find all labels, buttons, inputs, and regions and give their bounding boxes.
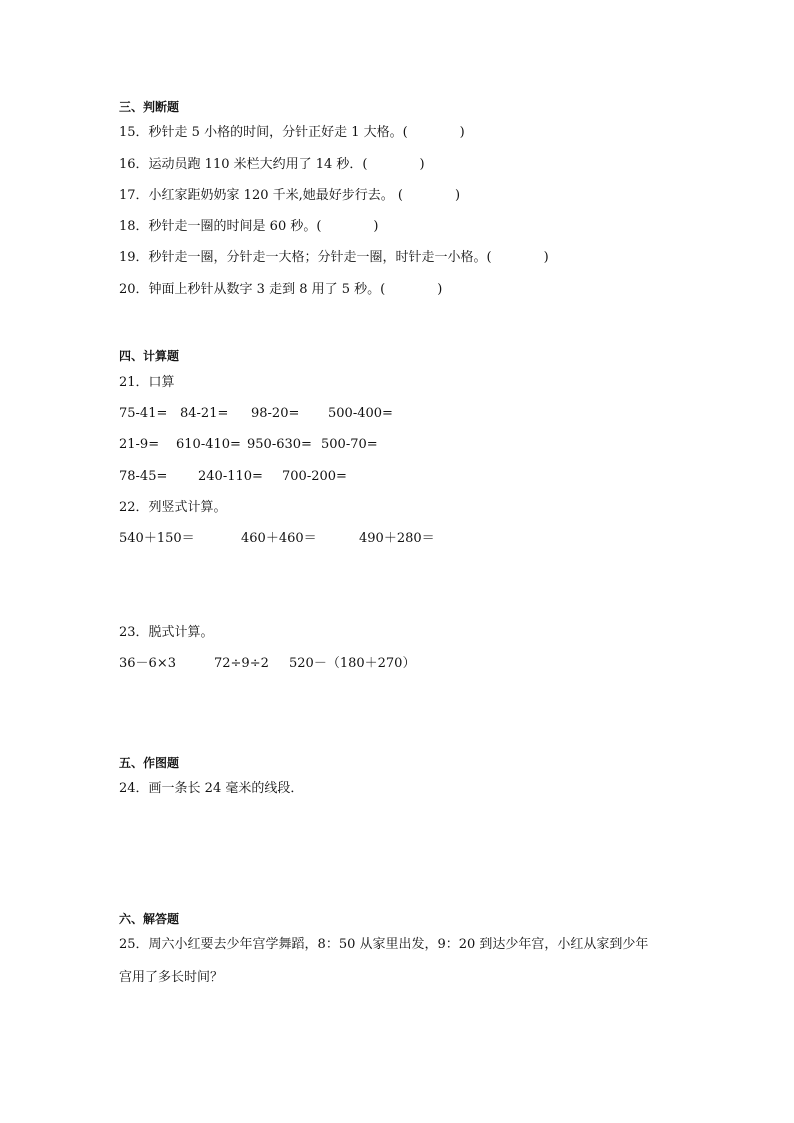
question-24: 24．画一条长 24 毫米的线段． xyxy=(119,781,304,796)
question-19: 19．秒针走一圈，分针走一大格；分针走一圈，时针走一小格。( ) xyxy=(119,250,549,265)
oral-expr: 240-110= xyxy=(198,469,263,484)
oral-expr: 500-400= xyxy=(328,406,393,421)
oral-expr: 950-630= xyxy=(247,437,312,452)
section-heading-calc: 四、计算题 xyxy=(119,349,180,363)
question-21-title: 21．口算 xyxy=(119,375,175,390)
question-17: 17．小红家距奶奶家 120 千米,她最好步行去。 ( ) xyxy=(119,188,461,203)
question-25-line-1: 25．周六小红要去少年宫学舞蹈，8：50 从家里出发，9：20 到达少年宫，小红从家到少年 xyxy=(119,937,649,952)
question-15: 15．秒针走 5 小格的时间，分针正好走 1 大格。( ) xyxy=(119,125,465,140)
section-heading-answer: 六、解答题 xyxy=(119,912,180,926)
oral-expr: 700-200= xyxy=(282,469,347,484)
question-20: 20．钟面上秒针从数字 3 走到 8 用了 5 秒。( ) xyxy=(119,282,443,297)
stepwise-expr: 520－（180＋270） xyxy=(289,656,416,671)
oral-expr: 78-45= xyxy=(119,469,168,484)
stepwise-calc-row xyxy=(119,655,416,745)
oral-expr: 75-41= xyxy=(119,406,168,421)
oral-expr: 98-20= xyxy=(251,406,300,421)
stepwise-expr: 72÷9÷2 xyxy=(214,656,269,671)
question-18: 18．秒针走一圈的时间是 60 秒。( ) xyxy=(119,219,379,234)
oral-expr: 84-21= xyxy=(180,406,229,421)
oral-expr: 500-70= xyxy=(321,437,378,452)
oral-expr: 21-9= xyxy=(119,437,160,452)
question-16: 16．运动员跑 110 米栏大约用了 14 秒．( ) xyxy=(119,157,425,172)
oral-expr: 610-410= xyxy=(176,437,241,452)
vertical-expr: 490＋280＝ xyxy=(359,531,435,546)
question-23-title: 23．脱式计算。 xyxy=(119,625,214,640)
stepwise-expr: 36－6×3 xyxy=(119,656,176,671)
question-25-line-2: 宫用了多长时间？ xyxy=(119,970,224,985)
vertical-calc-row xyxy=(119,530,435,620)
vertical-expr: 460＋460＝ xyxy=(241,531,317,546)
vertical-expr: 540＋150＝ xyxy=(119,531,195,546)
section-heading-judge: 三、判断题 xyxy=(119,100,180,114)
section-heading-draw: 五、作图题 xyxy=(119,756,180,770)
question-22-title: 22．列竖式计算。 xyxy=(119,500,227,515)
